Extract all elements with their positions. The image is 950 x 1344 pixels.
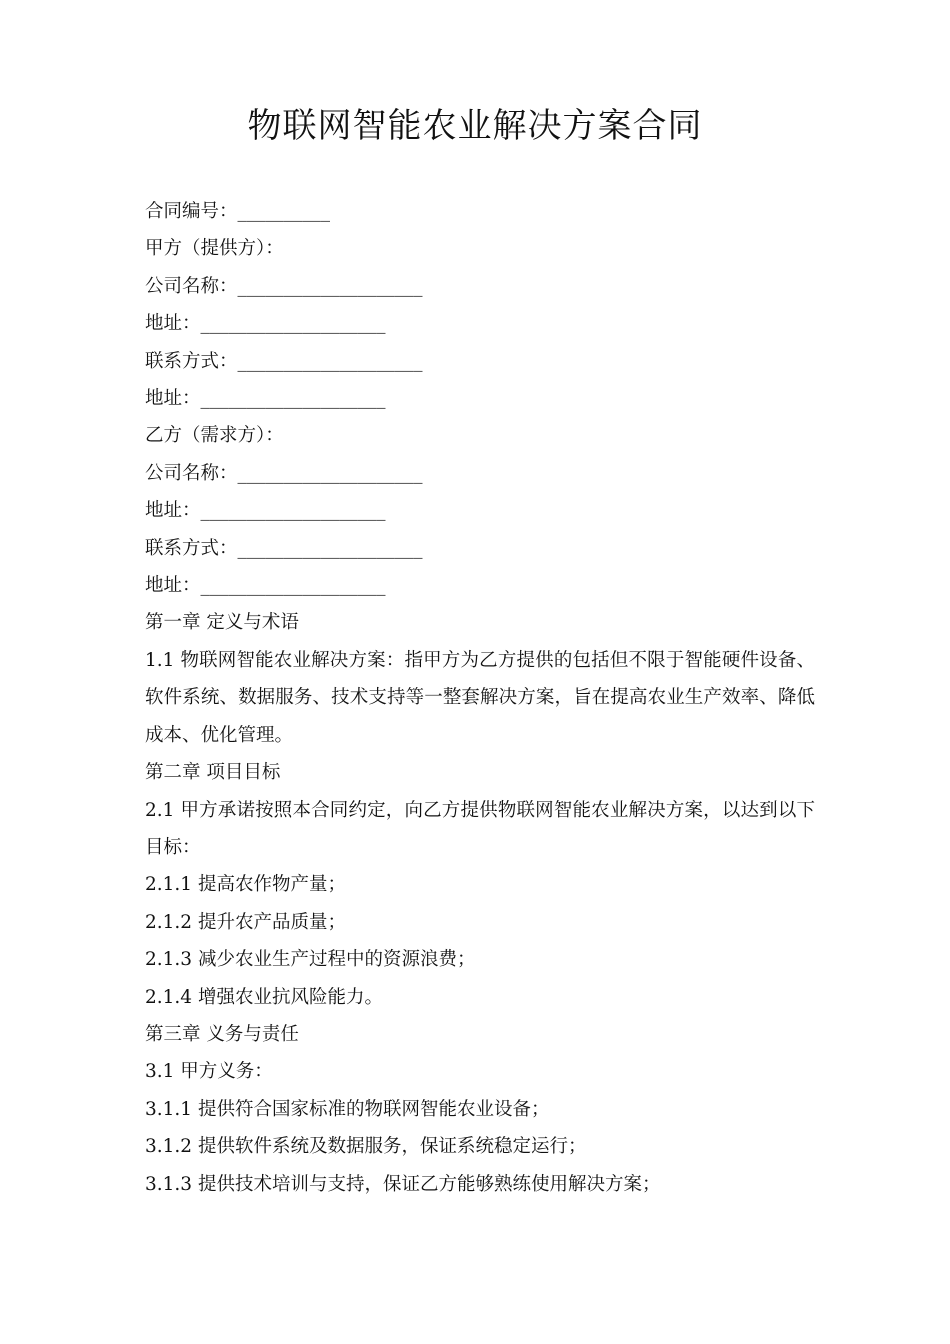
- clause-3-1: 3.1 甲方义务：: [145, 1061, 273, 1083]
- party-b-address-field: 地址：____________________: [145, 500, 386, 522]
- party-b-address-field-2: 地址：____________________: [145, 575, 386, 597]
- party-b-company-field: 公司名称：____________________: [145, 462, 423, 484]
- chapter-2-heading: 第二章 项目目标: [145, 762, 281, 784]
- clause-3-1-3: 3.1.3 提供技术培训与支持，保证乙方能够熟练使用解决方案；: [145, 1173, 661, 1195]
- party-a-address-field-2: 地址：____________________: [145, 388, 386, 410]
- document-title: 物联网智能农业解决方案合同: [247, 106, 703, 146]
- party-a-contact-field: 联系方式：____________________: [145, 350, 423, 372]
- party-b-heading: 乙方（需求方）：: [145, 425, 284, 447]
- chapter-1-heading: 第一章 定义与术语: [145, 612, 299, 634]
- clause-2-1-3: 2.1.3 减少农业生产过程中的资源浪费；: [145, 949, 476, 971]
- clause-2-1-1: 2.1.1 提高农作物产量；: [145, 874, 346, 896]
- clause-2-1-2: 2.1.2 提升农产品质量；: [145, 911, 346, 933]
- document-body: [145, 193, 815, 1203]
- clause-1-1: 1.1 物联网智能农业解决方案：指甲方为乙方提供的包括但不限于智能硬件设备、软件系统、数据服务、技术支持等一整套解决方案，旨在提高农业生产效率、降低成本、优化管理。: [145, 649, 815, 746]
- clause-3-1-2: 3.1.2 提供软件系统及数据服务，保证系统稳定运行；: [145, 1136, 587, 1158]
- party-a-company-field: 公司名称：____________________: [145, 275, 423, 297]
- clause-2-1: 2.1 甲方承诺按照本合同约定，向乙方提供物联网智能农业解决方案，以达到以下目标：: [145, 799, 815, 858]
- contract-number-field: 合同编号：__________: [145, 201, 331, 222]
- chapter-3-heading: 第三章 义务与责任: [145, 1023, 299, 1045]
- party-a-heading: 甲方（提供方）：: [145, 238, 284, 260]
- party-a-address-field: 地址：____________________: [145, 313, 386, 335]
- party-b-contact-field: 联系方式：____________________: [145, 537, 423, 559]
- clause-2-1-4: 2.1.4 增强农业抗风险能力。: [145, 986, 383, 1008]
- clause-3-1-1: 3.1.1 提供符合国家标准的物联网智能农业设备；: [145, 1098, 550, 1120]
